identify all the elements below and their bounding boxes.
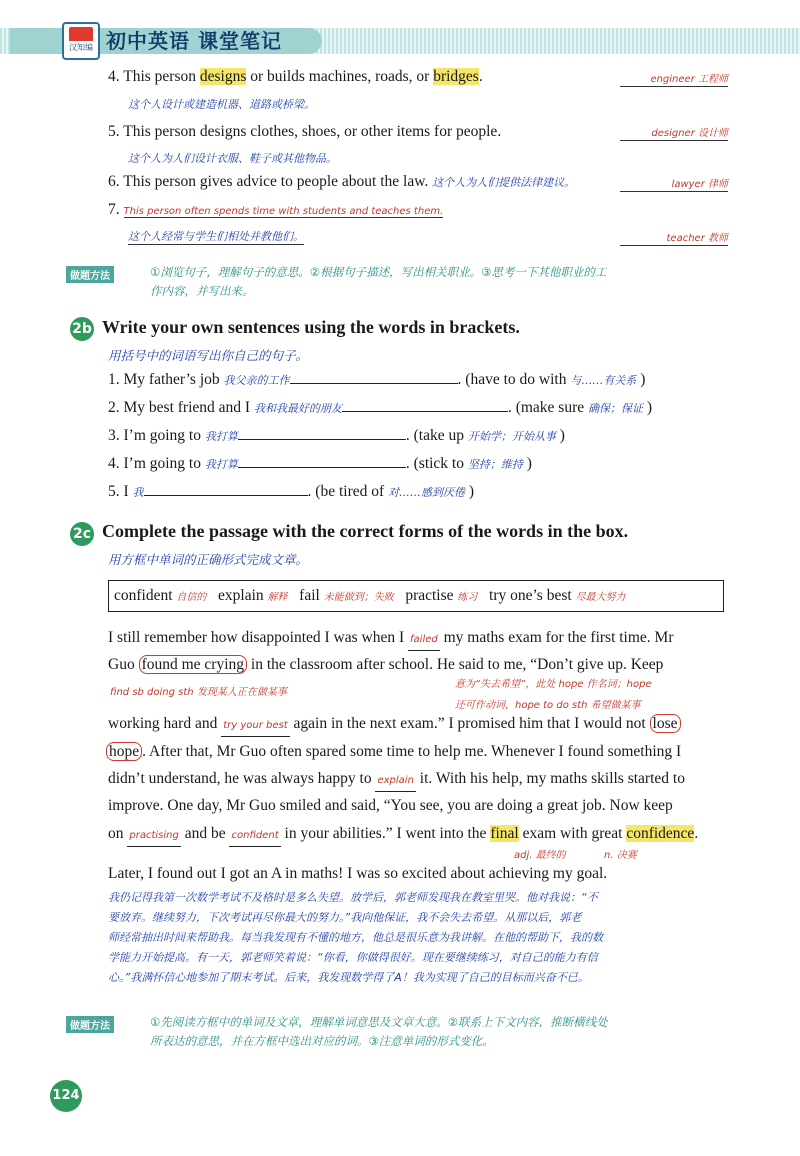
book-logo-icon [62, 22, 100, 60]
section-title-2b: Write your own sentences using the words in brackets. [102, 317, 520, 337]
item-5-answer: designer 设计师 [620, 124, 728, 141]
item-7: 7. This person often spends time with students and teaches them. [108, 201, 444, 218]
note-final-adj: adj. 最终的 [514, 850, 566, 861]
sentence-4: 4. I’m going to 我打算 . (stick to 坚持；维持 ) [108, 455, 532, 472]
circled-phrase: found me crying [139, 655, 247, 674]
header-title: 初中英语 课堂笔记 [106, 29, 282, 53]
section-badge-2c: 2c [70, 522, 94, 546]
note-hope-1: 意为“失去希望”，此处 hope 作名词；hope [455, 679, 652, 690]
answer-explain: explain [375, 771, 415, 792]
item-4: 4. This person designs or builds machines, roads, or bridges. [108, 68, 483, 85]
answer-blank[interactable] [290, 383, 458, 384]
answer-practising: practising [127, 826, 180, 847]
tip-label-2c: 做题方法 [66, 1016, 114, 1033]
passage-line-3: working hard and try your best again in the next exam.” I promised him that I would not lose [108, 714, 681, 737]
circled-hope: hope [106, 742, 142, 761]
note-final-n: n. 决赛 [604, 850, 637, 861]
item-4-translation: 这个人设计或建造机器、道路或桥梁。 [128, 98, 315, 111]
passage-line-2: Guo found me crying in the classroom after school. He said to me, “Don’t give up. Keep [108, 656, 664, 673]
passage-line-5: didn’t understand, he was always happy to explain it. With his help, my maths skills started to [108, 769, 685, 792]
item-5: 5. This person designs clothes, shoes, or other items for people. [108, 123, 502, 140]
passage-line-1: I still remember how disappointed I was when I failed my maths exam for the first time. Mr [108, 628, 674, 651]
page-number: 124 [50, 1080, 82, 1112]
answer-blank[interactable] [144, 495, 308, 496]
item-5-translation: 这个人为人们设计衣服、鞋子或其他物品。 [128, 152, 337, 165]
item-7-translation: 这个人经常与学生们相处并教他们。 [128, 230, 304, 243]
answer-blank[interactable] [342, 411, 508, 412]
item-7-answer: teacher 教师 [620, 229, 728, 246]
section-cn-title-2c: 用方框中单词的正确形式完成文章。 [108, 552, 309, 567]
note-hope-2: 还可作动词，hope to do sth 希望做某事 [455, 700, 641, 711]
section-badge-2b: 2b [70, 317, 94, 341]
item-6-answer: lawyer 律师 [620, 175, 728, 192]
circled-lose: lose [650, 714, 681, 733]
series-label: 汉知编 [69, 43, 93, 52]
answer-failed: failed [408, 630, 440, 651]
tip-text-2a: ①浏览句子，理解句子的意思。②根据句子描述，写出相关职业。③思考一下其他职业的工 作内容，并写出来。 [150, 265, 607, 298]
note-find-sb: find sb doing sth 发现某人正在做某事 [110, 687, 287, 698]
passage-translation: 我仍记得我第一次数学考试不及格时是多么失望。放学后，郭老师发现我在教室里哭。他对我说：“不 要放弃。继续努力，下次考试再尽你最大的努力。”我向他保证，我不会失去希望。从那以后，郭老 师经常抽出时间来帮助我。每当我发现有不懂的地方，他总是很乐意为我讲解。在他的帮助下，我的数 学能力开始提高。有一天，郭老师笑着说：“你看，你做得很好。现在要继续练习，对自己的能力有信 心。”我满怀信心地参加了期末考试。后来，我发现数学得了A！我为实现了自己的目标而兴奋不已。 [108, 891, 603, 984]
answer-confident: confident [229, 826, 280, 847]
sentence-5: 5. I 我 . (be tired of 对……感到厌倦 ) [108, 483, 475, 500]
passage-line-4: hope . After that, Mr Guo often spared some time to help me. Whenever I found something I [106, 742, 681, 762]
sentence-2: 2. My best friend and I 我和我最好的朋友 . (make sure 确保；保证 ) [108, 399, 653, 416]
word-box-words: confident 自信的 explain 解释 fail 未能做到；失败 practise 练习 try one’s best 尽最大努力 [114, 587, 626, 604]
passage-line-6: improve. One day, Mr Guo smiled and said, “You see, you are doing a great job. Now keep [108, 797, 673, 814]
item-6: 6. This person gives advice to people about the law. 这个人为人们提供法律建议。 [108, 173, 576, 190]
tip-label: 做题方法 [66, 266, 114, 283]
passage-line-7: on practising and be confident in your abilities.” I went into the final exam with great confidence. [108, 824, 698, 847]
item-4-answer: engineer 工程师 [620, 70, 728, 87]
answer-blank[interactable] [238, 439, 406, 440]
section-cn-title-2b: 用括号中的词语写出你自己的句子。 [108, 348, 309, 363]
tip-text-2c: ①先阅读方框中的单词及文章，理解单词意思及文章大意。②联系上下文内容，推断横线处 所表达的意思，并在方框中选出对应的词。③注意单词的形式变化。 [150, 1015, 608, 1048]
passage-line-8: Later, I found out I got an A in maths! I was so excited about achieving my goal. [108, 865, 608, 882]
sentence-1: 1. My father’s job 我父亲的工作 . (have to do with 与……有关系 ) [108, 371, 646, 388]
section-title-2c: Complete the passage with the correct forms of the words in the box. [102, 521, 629, 541]
sentence-3: 3. I’m going to 我打算 . (take up 开始学；开始从事 ) [108, 427, 565, 444]
answer-try-your-best: try your best [221, 716, 289, 737]
answer-blank[interactable] [238, 467, 406, 468]
